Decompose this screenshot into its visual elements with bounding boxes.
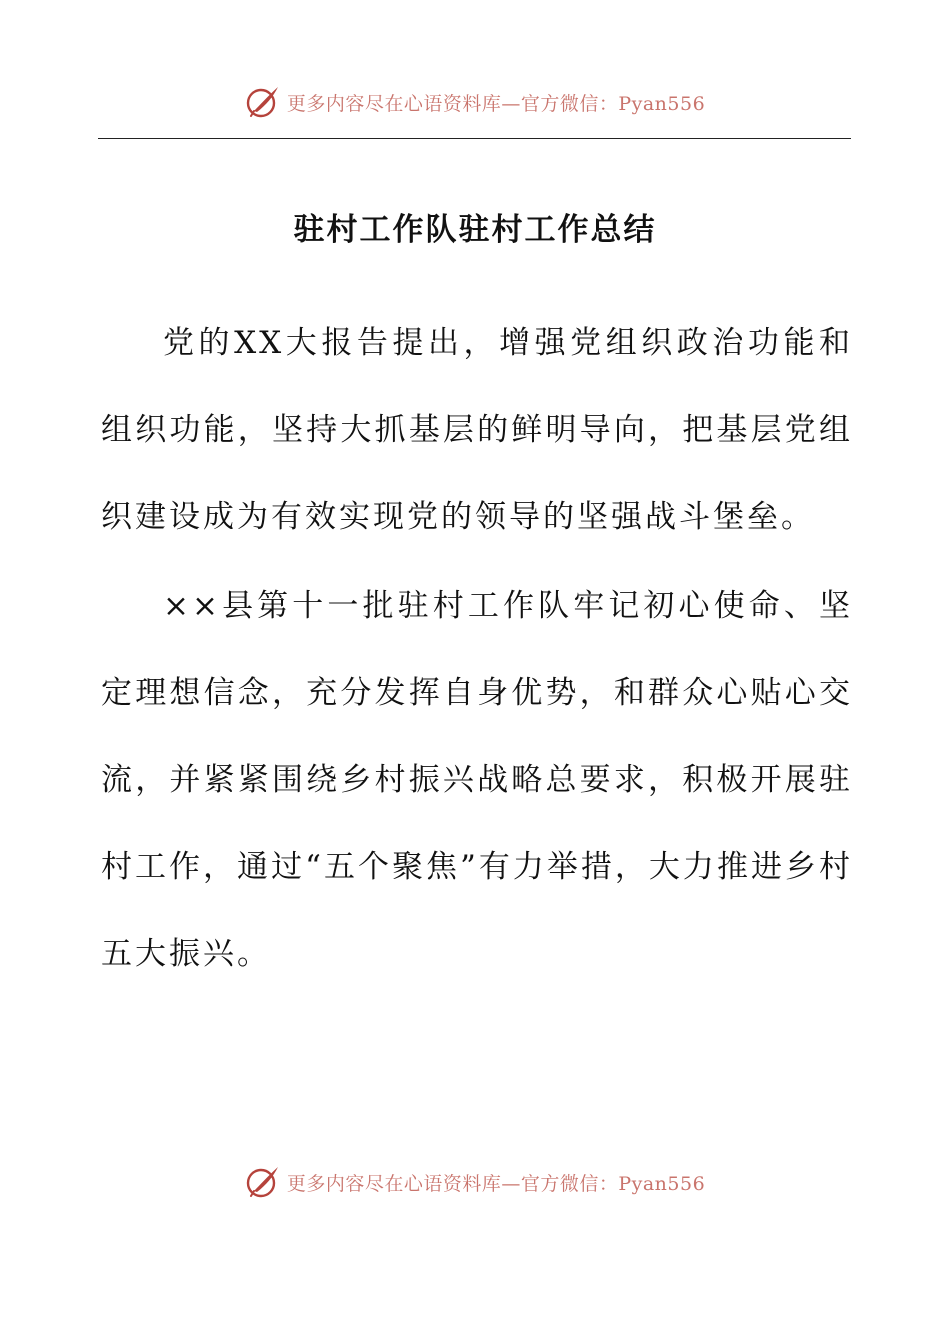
footer-banner: [0, 1164, 950, 1200]
paragraph: ××县第十一批驻村工作队牢记初心使命、坚定理想信念，充分发挥自身优势，和群众心贴心交流，并紧紧围绕乡村振兴战略总要求，积极开展驻村工作，通过“五个聚焦”有力举措，大力推进乡村五大振兴。: [101, 588, 853, 972]
quill-pen-icon: [245, 84, 281, 120]
header-banner: [0, 84, 950, 120]
footer-banner-text: 更多内容尽在心语资料库—官方微信：Pyan556: [286, 1172, 706, 1195]
quill-pen-icon: [245, 1164, 281, 1200]
paragraph: 党的XX大报告提出，增强党组织政治功能和组织功能，坚持大抓基层的鲜明导向，把基层党组织建设成为有效实现党的领导的坚强战斗堡垒。: [101, 325, 853, 535]
document-body: [101, 300, 853, 998]
header-banner-text: 更多内容尽在心语资料库—官方微信：Pyan556: [286, 92, 706, 115]
document-title: 驻村工作队驻村工作总结: [293, 212, 657, 248]
header-divider: [98, 138, 851, 139]
